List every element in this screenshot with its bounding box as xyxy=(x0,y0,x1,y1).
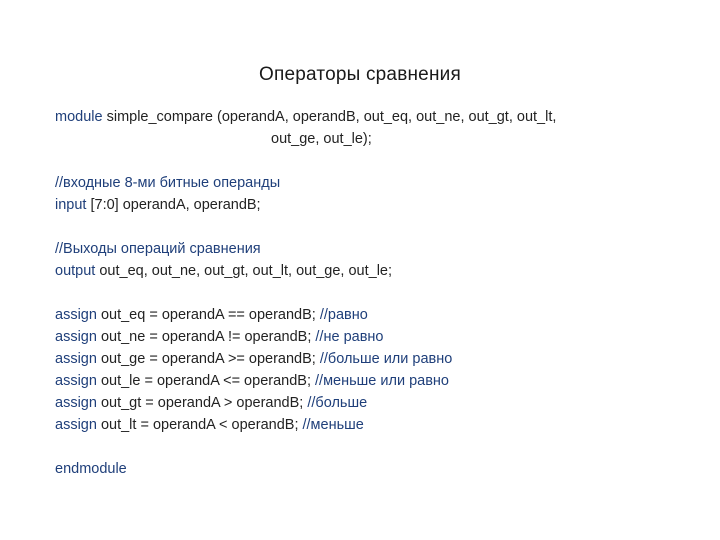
code-line-comment-outputs xyxy=(55,238,695,260)
comment-inputs: //входные 8-ми битные операнды xyxy=(55,175,281,191)
assign-comment: //больше или равно xyxy=(319,351,453,367)
module-signature: simple_compare (operandA, operandB, out_eq, out_ne, out_gt, out_lt, xyxy=(102,109,557,125)
assign-expr: out_ne = operandA != operandB; xyxy=(96,329,316,345)
input-decl: [7:0] operandA, operandB; xyxy=(86,197,261,213)
keyword-assign: assign xyxy=(55,329,97,345)
keyword-input: input xyxy=(55,197,87,213)
code-line-assign xyxy=(55,304,695,326)
code-line-assign xyxy=(55,370,695,392)
code-line-output xyxy=(55,260,695,282)
assign-expr: out_gt = operandA > operandB; xyxy=(96,395,308,411)
code-line-assign xyxy=(55,326,695,348)
code-line-input xyxy=(55,194,695,216)
keyword-assign: assign xyxy=(55,373,97,389)
spacer xyxy=(55,216,695,238)
keyword-assign: assign xyxy=(55,395,97,411)
assign-comment: //больше xyxy=(307,395,368,411)
comment-outputs: //Выходы операций сравнения xyxy=(55,241,261,257)
keyword-module: module xyxy=(55,109,103,125)
code-line-assign xyxy=(55,392,695,414)
assign-expr: out_lt = operandA < operandB; xyxy=(96,417,303,433)
assign-comment: //не равно xyxy=(315,329,384,345)
code-line-assign xyxy=(55,348,695,370)
keyword-assign: assign xyxy=(55,417,97,433)
assign-comment: //меньше или равно xyxy=(315,373,449,389)
spacer xyxy=(55,282,695,304)
keyword-endmodule: endmodule xyxy=(55,461,127,477)
code-line-comment-inputs xyxy=(55,172,695,194)
keyword-assign: assign xyxy=(55,307,97,323)
code-line-module xyxy=(55,106,695,128)
code-line-endmodule xyxy=(55,458,695,480)
assign-comment: //меньше xyxy=(302,417,364,433)
assign-expr: out_eq = operandA == operandB; xyxy=(96,307,320,323)
module-signature-cont: out_ge, out_le); xyxy=(271,131,372,147)
code-block xyxy=(55,106,695,480)
code-line-assign xyxy=(55,414,695,436)
spacer xyxy=(55,436,695,458)
code-line-module-cont xyxy=(55,128,695,150)
keyword-assign: assign xyxy=(55,351,97,367)
keyword-output: output xyxy=(55,263,96,279)
assign-comment: //равно xyxy=(319,307,368,323)
output-decl: out_eq, out_ne, out_gt, out_lt, out_ge, out_le; xyxy=(95,263,393,279)
slide-title: Операторы сравнения xyxy=(259,64,461,85)
assign-expr: out_ge = operandA >= operandB; xyxy=(96,351,320,367)
assign-expr: out_le = operandA <= operandB; xyxy=(96,373,316,389)
spacer xyxy=(55,150,695,172)
